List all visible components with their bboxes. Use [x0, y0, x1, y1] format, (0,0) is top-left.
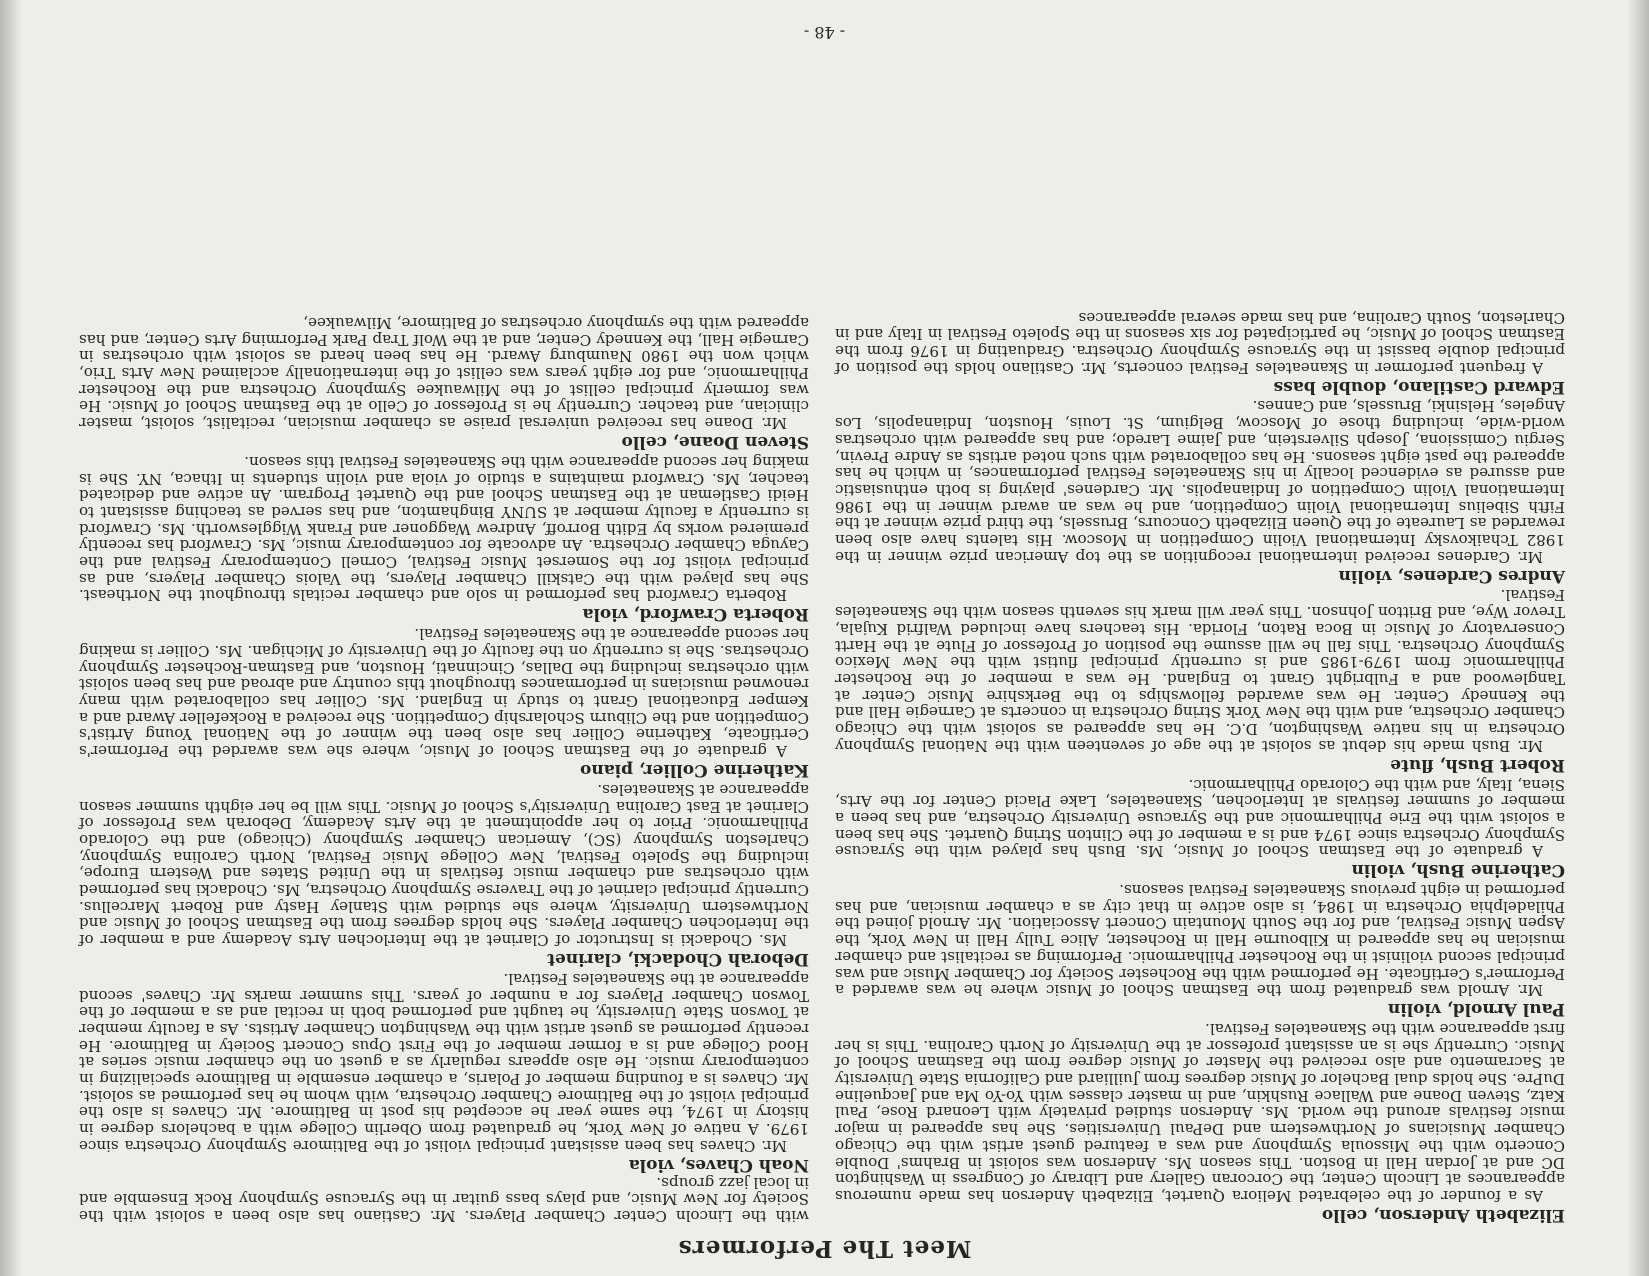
performer-name: Steven Doane, cello [621, 432, 809, 453]
page-edge-shadow [0, 0, 22, 1276]
performer-name: Robert Bush, flute [1390, 754, 1565, 775]
bio-paragraph: As a founder of the celebrated Meliora Quartet, Elizabeth Anderson has made numerous appearances at Lincoln Center, the Corcoran Gallery and Library of Congress in Washington DC and at Jordan Hall in Boston. This season Ms. Anderson was soloist in Brahms' Double Concerto with the Missoula Symphony and was a featured guest artist with the Chicago Chamber Musicians of Northwestern and DePaul Universities. She has appeared in major music festivals around the world. Ms. Anderson studied privately with Leonard Rose, Paul Katz, Steven Doane and Wallace Rushkin, and in master classes with Yo-Yo Ma and Jacqueline DuPre. She holds dual Bachelor of Music degrees from Juilliard and California State University at Sacramento and also received the Master of Music degree from the Eastman School of Music. Currently she is an assistant professor at the University of North Carolina. This is her first appearance with the Skaneateles Festival. [835, 1019, 1565, 1205]
performer-bio [79, 970, 809, 1174]
performer-name: Noah Chaves, viola [628, 1154, 809, 1175]
bio-paragraph: Roberta Crawford has performed in solo and chamber recitals throughout the Northeast. She has played with the Catskill Chamber Players, the Valois Chamber Players, and as principal violist for the Somerset Music Festival, Cornell Contemporary Festival and the Cayuga Chamber Orchestra. An advocate for contemporary music, Ms. Crawford has recently premiered works by Edith Borroff, Andrew Waggoner and Frank Wigglesworth. Ms. Crawford is currently a faculty member at SUNY Binghamton, and has served as teaching assistant to Heidi Castleman at the Eastman School and the Quartet Program. An active and dedicated teacher, Ms. Crawford maintains a studio of viola and violin students in Ithaca, NY. She is making her second appearance with the Skaneateles Festival this season. [79, 452, 809, 605]
bio-paragraph: A graduate of the Eastman School of Music, Ms. Bush has played with the Syracuse Symphony Orchestra since 1974 and is a member of the Clinton String Quartet. She has been a soloist with the Erie Philharmonic and the Syracuse University Orchestra, and has been a member of summer festivals at Interlochen, Skaneateles, Lake Placid Center for the Arts, Siena, Italy, and with the Colorado Philharmonic. [835, 775, 1565, 861]
performer-name: Paul Arnold, violin [1387, 999, 1565, 1020]
bio-paragraph: A frequent performer in Skaneateles Festival concerts, Mr. Castilano holds the position of principal double bassist in the Syracuse Symphony Orchestra. Graduating in 1976 from the Eastman School of Music, he participated for six seasons in the Spoleto Festival in Italy and in Charleston, South Carolina, and has made several appearances [835, 308, 1565, 377]
page-title: Meet The Performers [677, 1235, 972, 1262]
bio-paragraph: A graduate of the Eastman School of Music, where she was awarded the Performer's Certificate, Katherine Collier has also been the winner of the National Young Artist's Competition and the Cliburn Scholarship Competition. She received a Rockefeller Award and a Kemper Educational Grant to study in England. Ms. Collier has collaborated with many renowned musicians in performances throughout this country and abroad and has been soloist with orchestras including the Dallas, Cincinnati, Houston, and Eastman-Rochester Symphony Orchestras. She is currently on the faculty of the University of Michigan. Ms. Collier is making her second appearance at the Skaneateles Festival. [79, 625, 809, 761]
performer-bio [835, 398, 1565, 585]
performer-name: Andres Cardenes, violin [1338, 565, 1565, 586]
left-column [835, 307, 1565, 1224]
carryover-paragraph: with the Lincoln Center Chamber Players. Mr. Castiano has also been a soloist with the Society for New Music, and plays bass guitar in the Syracuse Symphony Rock Ensemble and in local jazz groups. [79, 1173, 809, 1225]
performer-name: Catherine Bush, violin [1351, 860, 1565, 881]
performer-bio [79, 626, 809, 780]
right-column [79, 312, 809, 1224]
performer-bio [835, 587, 1565, 774]
page-edge-shadow [1627, 0, 1649, 1276]
performer-bio [835, 881, 1565, 1018]
performer-name: Edward Castilano, double bass [1273, 376, 1565, 397]
performer-bio [79, 453, 809, 623]
performer-bio [79, 781, 809, 968]
performer-bio [79, 314, 809, 451]
performer-bio [835, 1020, 1565, 1224]
bio-paragraph: Mr. Chaves has been assistant principal violist of the Baltimore Symphony Orchestra since 1979. A native of New York, he graduated from Oberlin College with a bachelors degree in history in 1974, the same year he accepted his post in Baltimore. Mr. Chaves is also the principal violist of the Baltimore Chamber Orchestra, with whom he has performed as soloist. Mr. Chaves is a founding member of Polaris, a chamber ensemble in Baltimore specializing in contemporary music. He also appears regularly as a guest on the chamber music series at Hood College and is a former member of the First Opus Concert Society in Baltimore. He recently performed as guest artist with the Washington Chamber Artists. As a faculty member at Towson State University, he taught and performed both in recital and as a member of the Towson Chamber Players for a number of years. This summer marks Mr. Chaves' second appearance at the Skaneateles Festival. [79, 969, 809, 1155]
bio-paragraph: Mr. Bush made his debut as soloist at the age of seventeen with the National Symphony Orchestra in his native Washington, D.C. He has appeared as soloist with the Chicago Chamber Orchestra, and with the New York String Orchestra in concerts at Carnegie Hall and the Kennedy Center. He was awarded fellowships to the Berkshire Music Center at Tanglewood and a Fulbright Grant to England. He was a member of the Rochester Philharmonic from 1979-1985 and is currently principal flutist with the New Mexico Symphony Orchestra. This fall he will assume the position of Professor of Flute at the Hartt Conservatory of Music in Boca Raton, Florida. His teachers have included Walfrid Kujala, Trevor Wye, and Britton Johnson. This year will mark his seventh season with the Skaneateles Festival. [835, 586, 1565, 755]
bio-paragraph: Mr. Arnold was graduated from the Eastman School of Music where he was awarded a Performer's Certificate. He performed with the Rochester Society for Chamber Music and was principal second violinist in the Rochester Philharmonic. Performing as recitalist and chamber musician he has appeared in Kilbourne Hall in Rochester, Alice Tully Hall in New York, the Aspen Music Festival, and for the South Mountain Concert Association. Mr. Arnold joined the Philadelphia Orchestra in 1984, is also active in that city as a chamber musician, and has performed in eight previous Skaneateles Festival seasons. [835, 881, 1565, 1000]
performer-name: Elizabeth Anderson, cello [1321, 1205, 1565, 1225]
bio-paragraph: Ms. Chodacki is Instructor of Clarinet at the Interlochen Arts Academy and a member of the Interlochen Chamber Players. She holds degrees from the Eastman School of Music and Northwestern University, where she studied with Stanley Hasty and Robert Marcellus. Currently principal clarinet of the Traverse Symphony Orchestra, Ms. Chodacki has performed with orchestras and chamber music festivals in the United States and Western Europe, including the Spoleto Festival, New College Music Festival, North Carolina Symphony, Charleston Symphony (SC), American Chamber Symphony (Chicago) and the Colorado Philharmonic. Prior to her appointment at the Arts Academy, Deborah was Professor of Clarinet at East Carolina University's School of Music. This will be her eighth summer season appearance at Skaneateles. [79, 780, 809, 950]
performer-bio [835, 776, 1565, 880]
bio-paragraph: Mr. Doane has received universal praise as chamber musician, recitalist, soloist, master clinician, and teacher. Currently he is Professor of Cello at the Eastman School of Music. He was formerly principal cellist of the Milwaukee Symphony Orchestra and the Rochester Philharmonic, and for eight years was cellist of the internationally acclaimed New Arts Trio, which won the 1980 Naumburg Award. He has been heard as soloist with orchestras in Carnegie Hall, the Kennedy Center, and at the Wolf Trap Park Performing Arts Center, and has appeared with the symphony orchestras of Baltimore, Milwaukee, [79, 313, 809, 433]
page-number: - 48 - [803, 23, 846, 42]
bio-paragraph: Mr. Cardenes received international recognition as the top American prize winner in the 1982 Tchaikovsky International Violin Competition in Moscow. His talents have also been rewarded as Laureate of the Queen Elizabeth Concours, Brussels, the third prize winner at the Fifth Sibelius International Violin Competition, and he was an award winner in the 1986 International Violin Competition of Indianapolis. Mr. Cardenes' playing is both enthusiastic and assured as evidenced locally in his Skaneateles Festival performances, in which he has appeared the past eight seasons. He has collaborated with such noted artists as Andre Previn, Sergiu Comissiona, Joseph Silverstein, and Jaime Laredo; and has appeared with orchestras world-wide, including those of Moscow, Belgium, St. Louis, Houston, Indianapolis, Los Angeles, Helsinki, Brussels, and Cannes. [835, 397, 1565, 566]
performer-bio [835, 309, 1565, 396]
performer-name: Katherine Collier, piano [579, 760, 809, 781]
performer-name: Deborah Chodacki, clarinet [547, 949, 809, 970]
performer-name: Roberta Crawford, viola [582, 604, 809, 625]
